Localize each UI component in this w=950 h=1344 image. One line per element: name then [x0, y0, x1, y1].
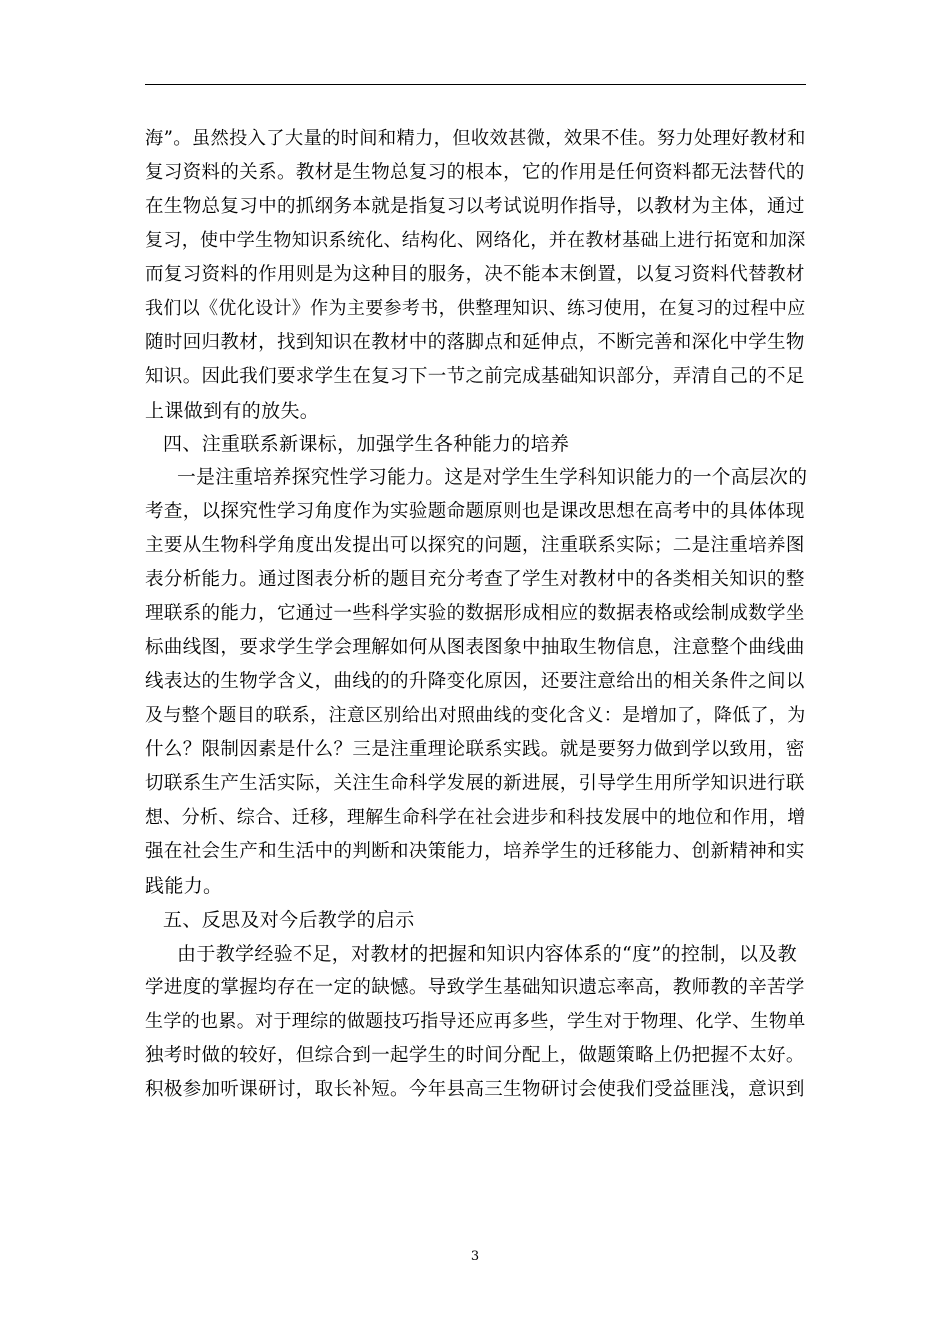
text-line: 主要从生物科学角度出发提出可以探究的问题，注重联系实际；二是注重培养图 — [145, 535, 805, 556]
text-line: 标曲线图，要求学生学会理解如何从图表图象中抽取生物信息，注意整个曲线曲 — [145, 637, 805, 658]
text-line: 在生物总复习中的抓纲务本就是指复习以考试说明作指导，以教材为主体，通过 — [145, 196, 805, 217]
text-line: 想、分析、综合、迁移，理解生命科学在社会进步和科技发展中的地位和作用，增 — [145, 807, 806, 828]
text-line: 海”。虽然投入了大量的时间和精力，但收效甚微，效果不佳。努力处理好教材和 — [145, 128, 806, 149]
text-line: 践能力。 — [145, 875, 223, 897]
text-line: 考查，以探究性学习角度作为实验题命题原则也是课改思想在高考中的具体体现 — [145, 501, 805, 522]
text-line: 学进度的掌握均存在一定的缺憾。导致学生基础知识遗忘率高，教师教的辛苦学 — [145, 977, 805, 998]
page-number: 3 — [470, 1249, 480, 1264]
text-line: 一是注重培养探究性学习能力。这是对学生生学科知识能力的一个高层次的 — [177, 467, 808, 488]
text-line: 复习，使中学生物知识系统化、结构化、网络化，并在教材基础上进行拓宽和加深 — [145, 230, 806, 251]
text-line: 复习资料的关系。教材是生物总复习的根本，它的作用是任何资料都无法替代的 — [145, 162, 805, 183]
text-line: 随时回归教材，找到知识在教材中的落脚点和延伸点，不断完善和深化中学生物 — [145, 332, 805, 353]
text-line: 知识。因此我们要求学生在复习下一节之前完成基础知识部分，弄清自己的不足 — [145, 366, 805, 387]
header-rule — [145, 84, 806, 85]
section-heading: 五、反思及对今后教学的启示 — [163, 909, 415, 931]
text-line: 表分析能力。通过图表分析的题目充分考查了学生对教材中的各类相关知识的整 — [145, 569, 805, 590]
text-line: 线表达的生物学含义，曲线的的升降变化原因，还要注意给出的相关条件之间以 — [145, 671, 805, 692]
section-heading: 四、注重联系新课标，加强学生各种能力的培养 — [163, 433, 570, 455]
text-line: 而复习资料的作用则是为这种目的服务，决不能本末倒置，以复习资料代替教材 — [145, 264, 805, 285]
text-line: 理联系的能力，它通过一些科学实验的数据形成相应的数据表格或绘制成数学坐 — [145, 603, 805, 624]
text-line: 积极参加听课研讨，取长补短。今年县高三生物研讨会使我们受益匪浅，意识到 — [145, 1079, 805, 1100]
text-line: 什么？限制因素是什么？三是注重理论联系实践。就是要努力做到学以致用，密 — [145, 739, 805, 760]
text-line: 独考时做的较好，但综合到一起学生的时间分配上，做题策略上仍把握不太好。 — [145, 1045, 805, 1066]
text-line: 上课做到有的放失。 — [145, 400, 320, 422]
text-line: 我们以《优化设计》作为主要参考书，供整理知识、练习使用，在复习的过程中应 — [145, 298, 806, 319]
text-line: 切联系生产生活实际，关注生命科学发展的新进展，引导学生用所学知识进行联 — [145, 773, 805, 794]
text-line: 由于教学经验不足，对教材的把握和知识内容体系的“度”的控制，以及教 — [177, 943, 797, 965]
text-line: 生学的也累。对于理综的做题技巧指导还应再多些，学生对于物理、化学、生物单 — [145, 1011, 806, 1032]
text-line: 强在社会生产和生活中的判断和决策能力，培养学生的迁移能力、创新精神和实 — [145, 841, 805, 862]
text-line: 及与整个题目的联系，注意区别给出对照曲线的变化含义：是增加了，降低了，为 — [145, 705, 806, 726]
